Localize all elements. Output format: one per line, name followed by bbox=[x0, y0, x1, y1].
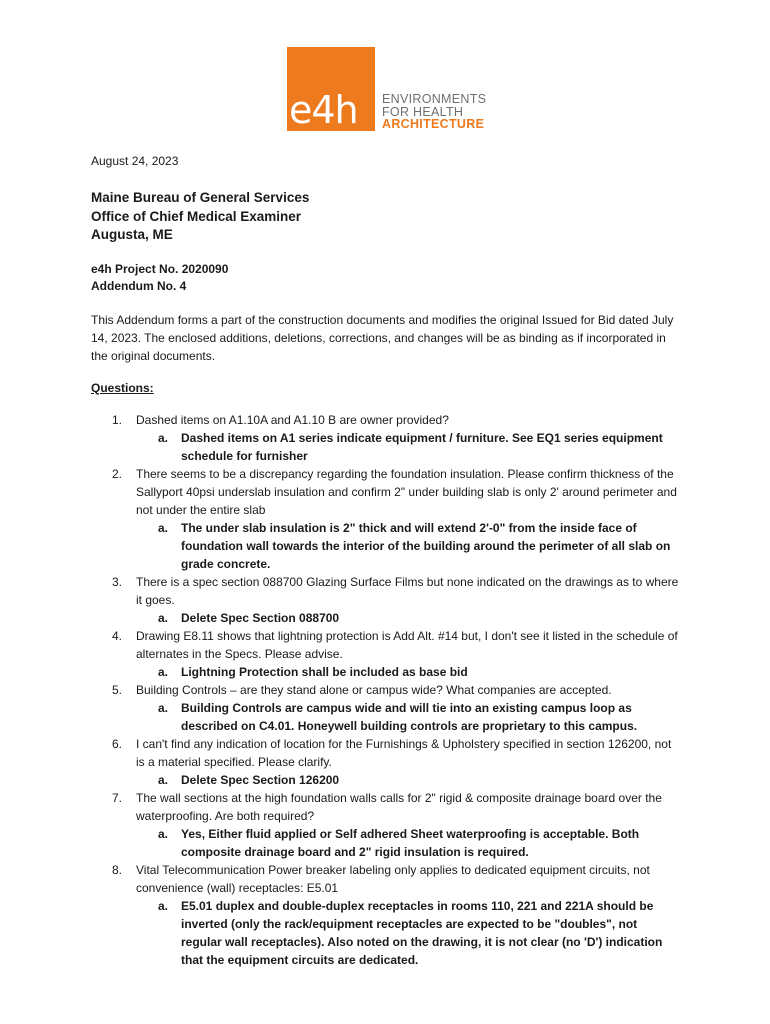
logo-mark: e4h bbox=[289, 88, 358, 132]
logo-wordmark bbox=[382, 93, 486, 131]
question-text: Drawing E8.11 shows that lightning protection is Add Alt. #14 but, I don't see it listed in the schedule of alternates in the Specs. Please advise. bbox=[136, 628, 678, 661]
question-number: 2. bbox=[112, 466, 123, 481]
answer-letter: a. bbox=[158, 520, 169, 535]
question-number: 4. bbox=[112, 628, 123, 643]
address-line-3: Augusta, ME bbox=[91, 227, 173, 242]
answer-text: Delete Spec Section 088700 bbox=[181, 610, 340, 625]
logo-line-3: ARCHITECTURE bbox=[382, 117, 485, 131]
letter-date: August 24, 2023 bbox=[91, 154, 179, 168]
answer bbox=[136, 609, 681, 627]
answer-letter: a. bbox=[158, 826, 169, 841]
answer-text: Building Controls are campus wide and will tie into an existing campus loop as described on C4.01. Honeywell building controls are proprietary to this campus. bbox=[181, 700, 638, 733]
answer-letter: a. bbox=[158, 664, 169, 679]
address-line-2: Office of Chief Medical Examiner bbox=[91, 208, 302, 224]
answer bbox=[136, 897, 681, 969]
project-number: e4h Project No. 2020090 bbox=[91, 261, 229, 276]
answer-letter: a. bbox=[158, 430, 169, 445]
answer bbox=[136, 825, 681, 861]
question-item bbox=[91, 465, 681, 573]
answer bbox=[136, 771, 681, 789]
question-number: 8. bbox=[112, 862, 123, 877]
logo-line-2: FOR HEALTH bbox=[382, 104, 464, 119]
answer bbox=[136, 663, 681, 681]
intro-paragraph: This Addendum forms a part of the construction documents and modifies the original Issued for Bid dated July 14, 2023. The enclosed additions, deletions, corrections, and changes will be as binding as if incorporated in the original documents. bbox=[91, 312, 674, 363]
e4h-logo bbox=[287, 47, 497, 131]
question-item bbox=[91, 573, 681, 627]
answer-text: E5.01 duplex and double-duplex receptacles in rooms 110, 221 and 221A should be inverted (only the rack/equipment receptacles are expected to be "doubles", not regular wall receptacles). Also noted on the drawing, it is not clear (no 'D') indication that the equipment circuits are dedicated. bbox=[181, 898, 663, 967]
question-text: Vital Telecommunication Power breaker labeling only applies to dedicated equipment circuits, not convenience (wall) receptacles: E5.01 bbox=[136, 862, 650, 895]
question-number: 6. bbox=[112, 736, 123, 751]
answer-text: Lightning Protection shall be included as base bid bbox=[181, 664, 468, 679]
question-item bbox=[91, 411, 681, 465]
question-item bbox=[91, 681, 681, 735]
question-text: I can't find any indication of location for the Furnishings & Upholstery specified in section 126200, not is a material specified. Please clarify. bbox=[136, 736, 672, 769]
question-number: 1. bbox=[112, 412, 123, 427]
question-item bbox=[91, 627, 681, 681]
logo-line-1: ENVIRONMENTS bbox=[382, 92, 487, 106]
questions-list bbox=[91, 411, 681, 969]
logo-mark-box bbox=[287, 47, 375, 131]
answer bbox=[136, 699, 681, 735]
question-text: There is a spec section 088700 Glazing Surface Films but none indicated on the drawings as to where it goes. bbox=[136, 574, 679, 607]
question-text: Building Controls – are they stand alone or campus wide? What companies are accepted. bbox=[136, 682, 612, 697]
answer-letter: a. bbox=[158, 700, 169, 715]
question-number: 5. bbox=[112, 682, 123, 697]
question-number: 3. bbox=[112, 574, 123, 589]
project-info bbox=[91, 261, 681, 295]
answer-letter: a. bbox=[158, 610, 169, 625]
document-body bbox=[91, 153, 681, 969]
answer-letter: a. bbox=[158, 772, 169, 787]
answer-text: Dashed items on A1 series indicate equipment / furniture. See EQ1 series equipment schedule for furnisher bbox=[181, 430, 663, 463]
recipient-address bbox=[91, 189, 681, 245]
question-item bbox=[91, 861, 681, 969]
question-text: The wall sections at the high foundation walls calls for 2" rigid & composite drainage board over the waterproofing. Are both required? bbox=[136, 790, 662, 823]
answer-text: The under slab insulation is 2" thick and will extend 2'-0" from the inside face of foundation wall towards the interior of the building around the perimeter of all slab on grade concrete. bbox=[181, 520, 671, 571]
question-text: There seems to be a discrepancy regarding the foundation insulation. Please confirm thickness of the Sallyport 40psi underslab insulation and confirm 2" under building slab is only 2' around perimeter and not under the entire slab bbox=[136, 466, 677, 517]
answer-letter: a. bbox=[158, 898, 169, 913]
question-item bbox=[91, 735, 681, 789]
question-text: Dashed items on A1.10A and A1.10 B are owner provided? bbox=[136, 412, 449, 427]
address-line-1: Maine Bureau of General Services bbox=[91, 190, 310, 205]
answer-text: Delete Spec Section 126200 bbox=[181, 772, 340, 787]
questions-heading: Questions: bbox=[91, 380, 154, 395]
question-item bbox=[91, 789, 681, 861]
answer bbox=[136, 429, 681, 465]
answer-text: Yes, Either fluid applied or Self adhered Sheet waterproofing is acceptable. Both composite drainage board and 2" rigid insulation is required. bbox=[181, 826, 640, 859]
answer bbox=[136, 519, 681, 573]
question-number: 7. bbox=[112, 790, 123, 805]
addendum-number: Addendum No. 4 bbox=[91, 278, 187, 293]
